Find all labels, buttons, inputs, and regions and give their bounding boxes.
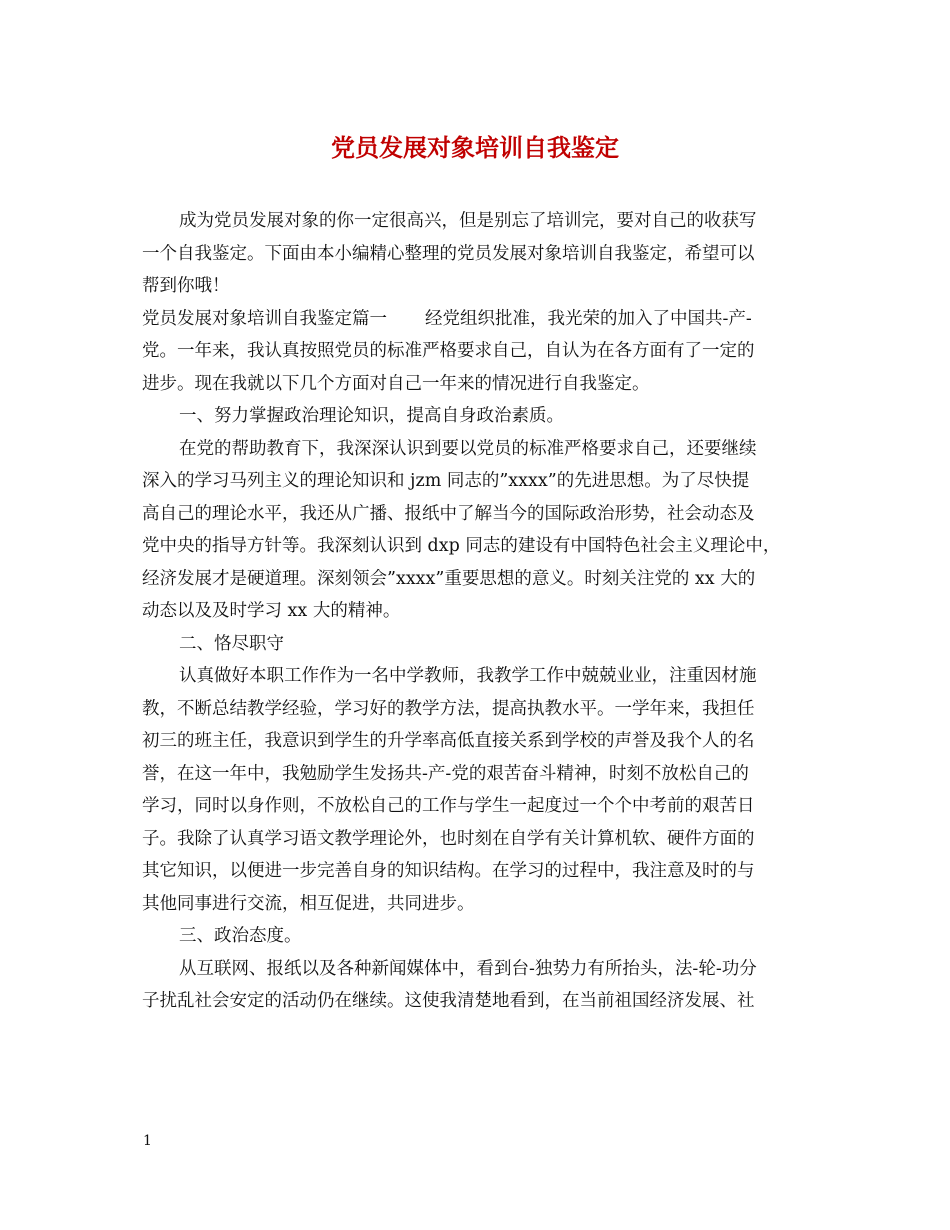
paragraph-line: 进步。现在我就以下几个方面对自己一年来的情况进行自我鉴定。 [142,373,650,394]
subheading-3: 三、政治态度。 [179,926,302,946]
paragraph-line: 初三的班主任，我意识到学生的升学率高低直接关系到学校的声誉及我个人的名 [142,731,755,751]
paragraph-line: 深入的学习马列主义的理论知识和 jzm 同志的”xxxx”的先进思想。为了尽快提 [142,471,750,491]
document-title: 党员发展对象培训自我鉴定 [331,133,619,162]
paragraph-line: 一个自我鉴定。下面由本小编精心整理的党员发展对象培训自我鉴定，希望可以 [142,243,755,264]
paragraph-line: 帮到你哦！ [142,276,230,296]
paragraph-line: 动态以及及时学习 xx 大的精神。 [142,601,401,621]
paragraph-line: 其它知识，以便进一步完善自身的知识结构。在学习的过程中，我注意及时的与 [142,861,755,881]
paragraph-line: 党中央的指导方针等。我深刻认识到 dxp 同志的建设有中国特色社会主义理论中， [142,536,781,556]
paragraph-line: 在党的帮助教育下，我深深认识到要以党员的标准严格要求自己，还要继续 [179,438,757,459]
page-number: 1 [143,1133,152,1149]
paragraph-line: 学习，同时以身作则，不放松自己的工作与学生一起度过一个个中考前的艰苦日 [142,796,755,816]
paragraph-line: 经济发展才是硬道理。深刻领会”xxxx”重要思想的意义。时刻关注党的 xx 大的 [142,568,756,589]
paragraph-line: 高自己的理论水平，我还从广播、报纸中了解当今的国际政治形势，社会动态及 [142,503,755,524]
paragraph-line: 教，不断总结教学经验，学习好的教学方法，提高执教水平。一学年来，我担任 [142,698,755,719]
paragraph-line: 子。我除了认真学习语文教学理论外，也时刻在自学有关计算机软、硬件方面的 [142,828,755,849]
document-body [142,205,810,1018]
section-heading: 党员发展对象培训自我鉴定篇一 [142,308,387,329]
paragraph-line: 成为党员发展对象的你一定很高兴，但是别忘了培训完，要对自己的收获写 [179,211,757,231]
paragraph-line: 子扰乱社会安定的活动仍在继续。这使我清楚地看到，在当前祖国经济发展、社 [142,991,755,1011]
paragraph-line: 认真做好本职工作作为一名中学教师，我教学工作中兢兢业业，注重因材施 [179,666,757,686]
paragraph-line: 其他同事进行交流，相互促进，共同进步。 [142,893,475,914]
subheading-2: 二、恪尽职守 [179,633,284,654]
paragraph-line: 从互联网、报纸以及各种新闻媒体中，看到台-独势力有所抬头，法-轮-功分 [179,958,757,979]
section-heading-line [142,303,810,336]
subheading-1: 一、努力掌握政治理论知识，提高自身政治素质。 [179,406,564,426]
paragraph-line: 党。一年来，我认真按照党员的标准严格要求自己，自认为在各方面有了一定的 [142,341,755,361]
paragraph-line: 誉，在这一年中，我勉励学生发扬共-产-党的艰苦奋斗精神，时刻不放松自己的 [142,763,749,784]
paragraph-start: 经党组织批准，我光荣的加入了中国共-产- [425,308,752,329]
